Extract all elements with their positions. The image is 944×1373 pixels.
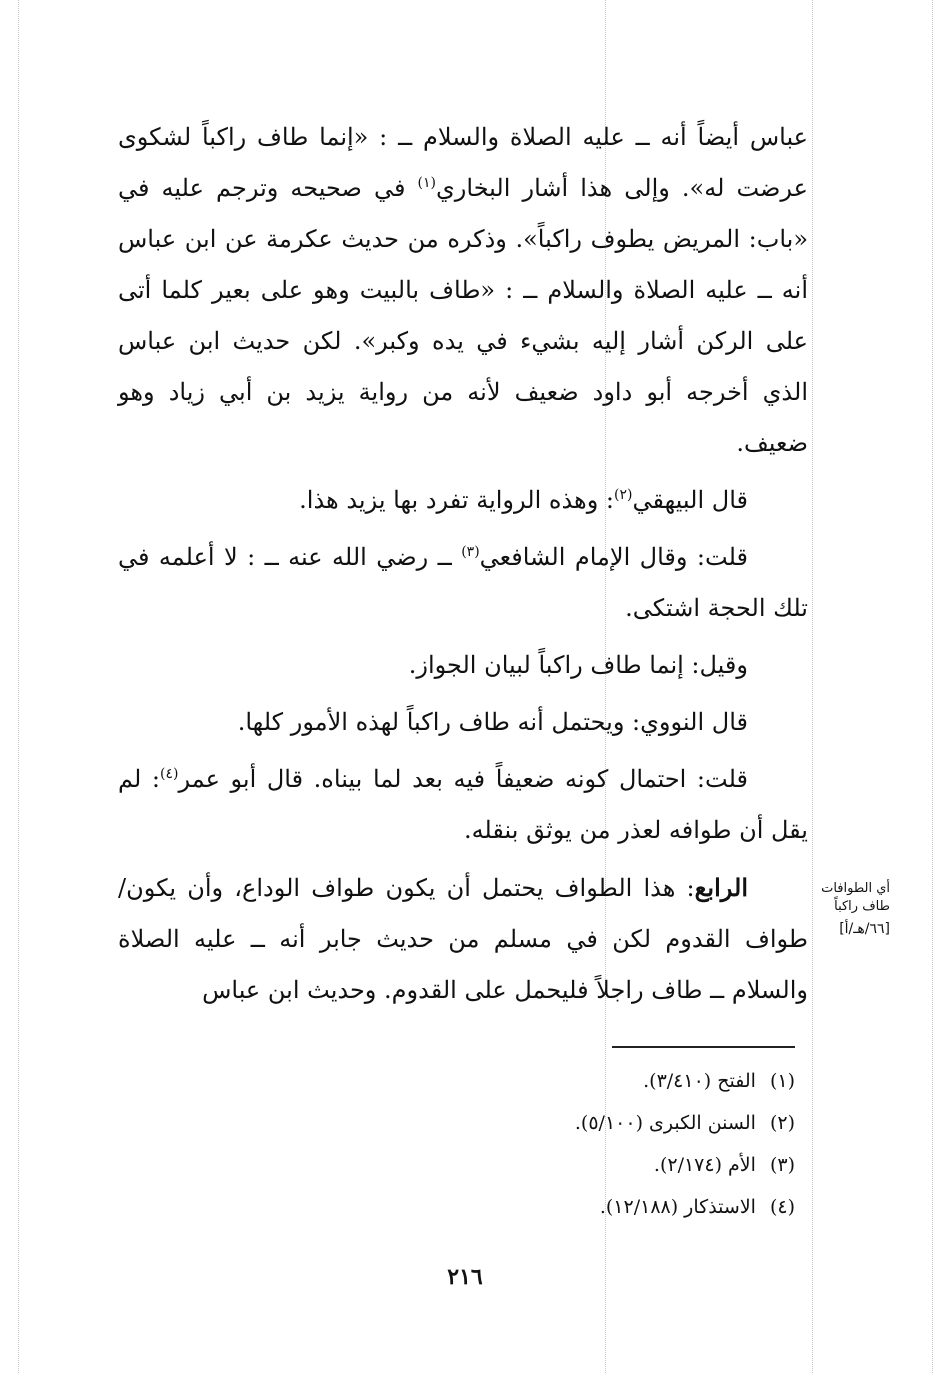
footnote-number: (٣) [769,1154,795,1176]
paragraph-text: قلت: احتمال كونه ضعيفاً فيه بعد لما بيناه. قال أبو عمر [178,765,749,793]
section-lead: الرابع [694,873,748,902]
paragraph-text: : وهذه الرواية تفرد بها يزيد هذا. [299,486,614,514]
margin-note-heading: أي الطوافات طاف راكباً [821,881,890,914]
page-number: ٢١٦ [447,1264,483,1290]
paragraph-text: : لم يقل أن طوافه لعذر من يوثق بنقله. [118,765,808,844]
paragraph-text: عباس أيضاً أنه ــ عليه الصلاة والسلام ــ : «إنما طاف راكباً لشكوى عرضت له». وإلى هذا أشار البخاري [118,123,808,202]
paragraph-5: قال النووي: ويحتمل أنه طاف راكباً لهذه الأمور كلها. [237,708,748,736]
paragraph-4: وقيل: إنما طاف راكباً لبيان الجواز. [408,651,748,679]
manuscript-folio-ref: [٦٦/هـ/أ] [839,921,890,937]
paragraph-text: قلت: وقال الإمام الشافعي [479,543,748,571]
footnote-marker[interactable]: (٢) [614,487,633,503]
footnote-text: الاستذكار (١٢/١٨٨). [599,1196,756,1218]
paragraph-text: : هذا الطواف يحتمل أن يكون طواف الوداع، وأن يكون/ طواف القدوم لكن في مسلم من حديث جابر أنه ــ عليه الصلاة والسلام ــ طاف راجلاً فليحمل على القدوم. وحديث ابن عباس [118,874,808,1004]
footnote-number: (٢) [769,1112,795,1134]
footnote-text: الأم (٢/١٧٤). [653,1154,756,1176]
footnote-marker[interactable]: (٣) [461,544,480,560]
footnote-marker[interactable]: (٤) [159,766,179,782]
footnote-number: (٤) [769,1196,795,1218]
main-text [118,112,808,1016]
paragraph-7 [118,862,808,1016]
footnote-marker[interactable]: (١) [417,175,436,191]
paragraph-text: في صحيحه وترجم عليه في «باب: المريض يطوف راكباً». وذكره من حديث عكرمة عن ابن عباس أنه ــ عليه الصلاة والسلام ــ : «طاف بالبيت وهو على بعير كلما أتى على الركن أشار إليه بشيء في يده وكبر». لكن حديث ابن عباس الذي أخرجه أبو داود ضعيف لأنه من رواية يزيد بن أبي زياد وهو ضعيف. [118,174,808,457]
scan-guide-line [18,0,19,1373]
paragraph-6 [118,754,808,856]
footnote-separator [612,1046,795,1048]
paragraph-2 [118,475,808,526]
footnote-item [400,1144,795,1186]
paragraph-text: ــ رضي الله عنه ــ : لا أعلمه في تلك الحجة اشتكى. [118,543,808,622]
scan-guide-line [812,0,813,1373]
footnote-number: (١) [769,1070,795,1092]
margin-note [810,880,890,938]
paragraph-3 [118,532,808,634]
footnote-text: السنن الكبرى (٥/١٠٠). [574,1112,756,1134]
footnote-item [400,1186,795,1228]
footnote-item [400,1060,795,1102]
paragraph-1 [118,112,808,469]
scan-guide-line [932,0,933,1373]
footnote-item [400,1102,795,1144]
footnote-text: الفتح (٣/٤١٠). [643,1070,756,1092]
paragraph-text: قال البيهقي [632,486,748,514]
footnotes [400,1060,795,1228]
